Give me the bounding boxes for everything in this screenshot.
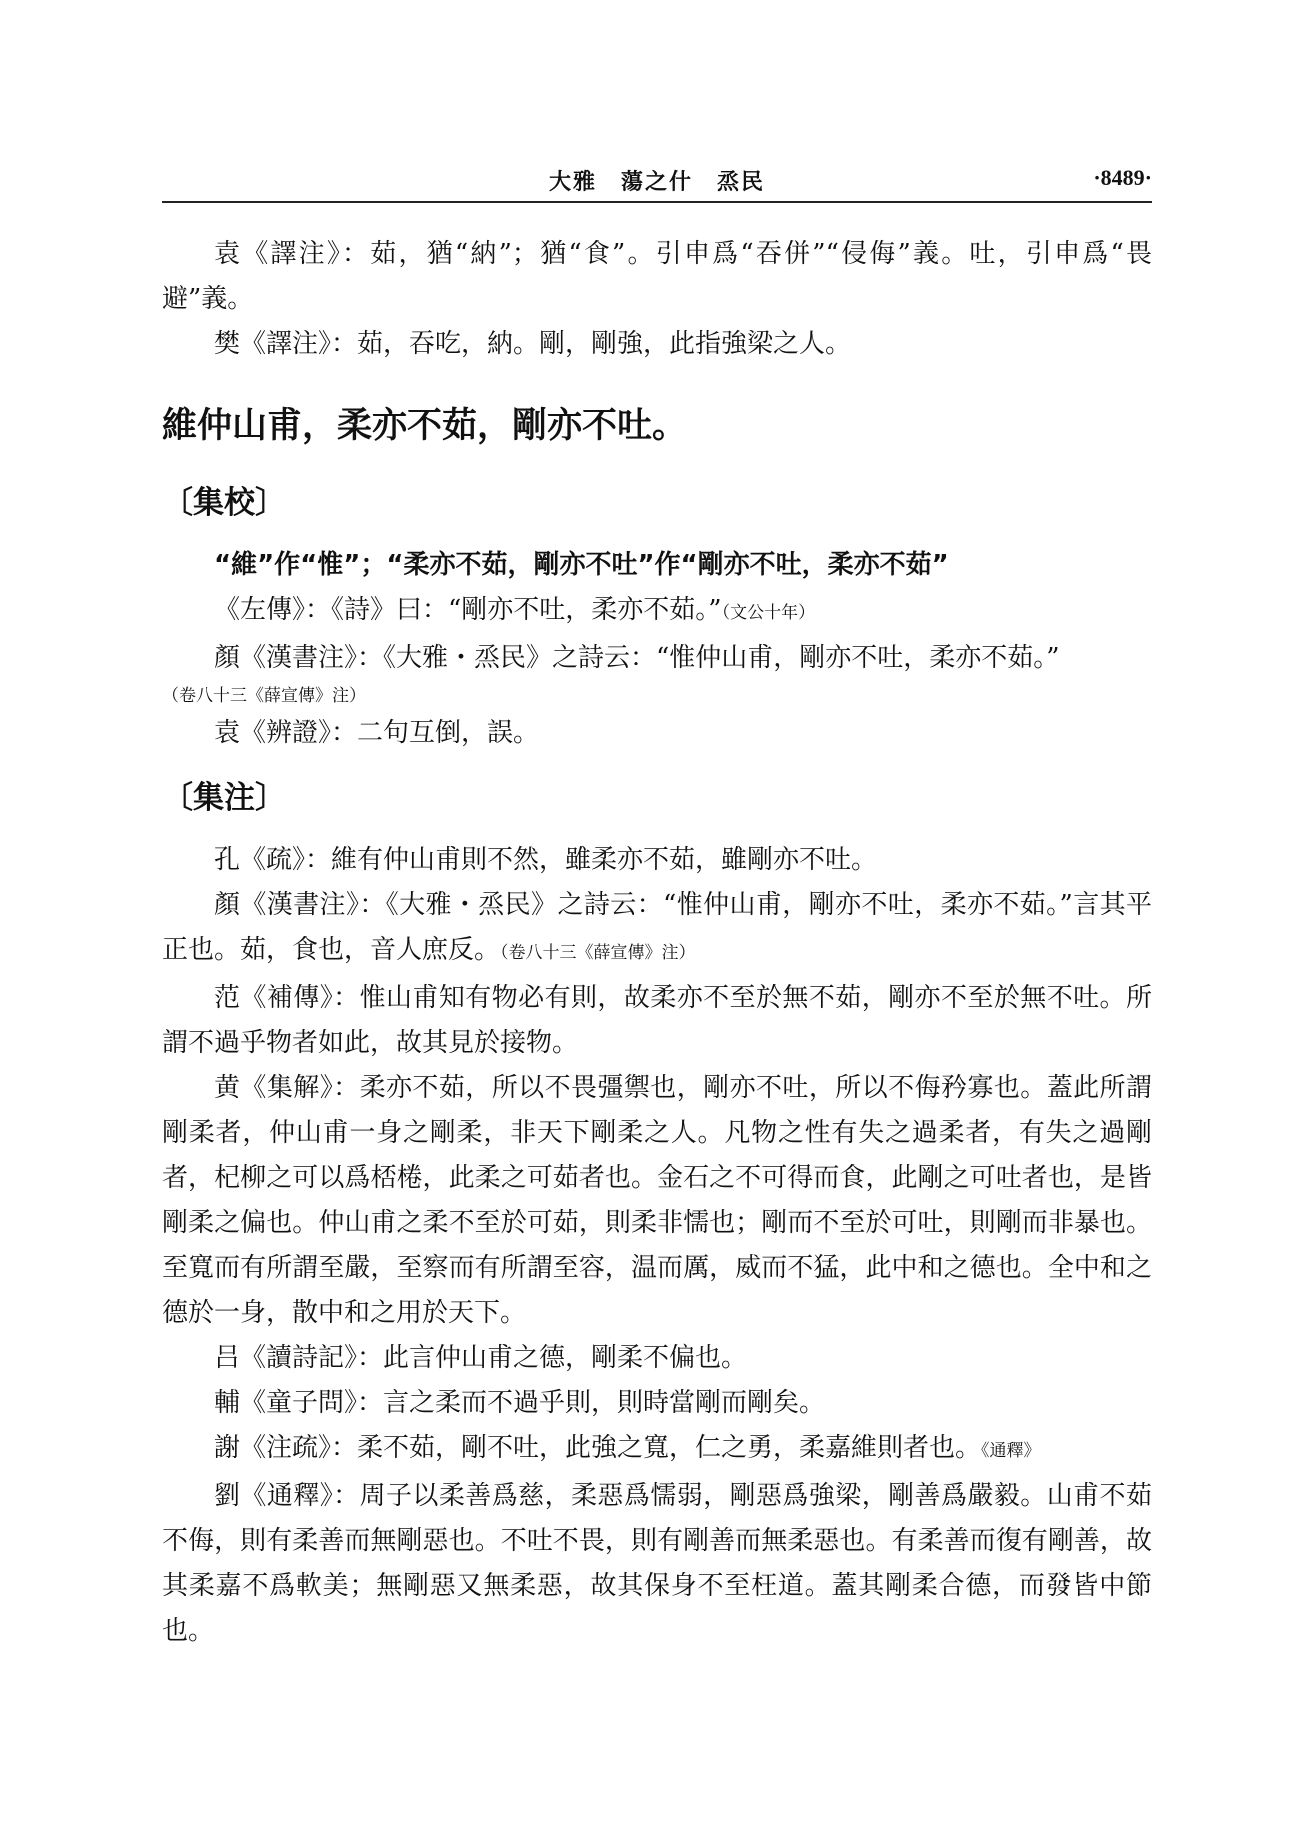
jizhu-yan-note: （卷八十三《薛宣傳》注）: [500, 943, 696, 963]
jijiao-yuan: 袁《辨證》：二句互倒，誤。: [214, 718, 540, 748]
note-fan-yizhu: 樊《譯注》：茹，吞吃，納。剛，剛強，此指強梁之人。: [214, 329, 852, 359]
jijiao-zuozhuan-text: 《左傳》：《詩》曰：“剛亦不吐，柔亦不茹。”: [214, 595, 722, 625]
note-yuan-yizhu: 袁《譯注》：茹，猶“納”；猶“食”。引申爲“吞併”“侵侮”義。吐，引申爲“畏避”義。: [162, 239, 1152, 314]
jizhu-heading: 〔集注〕: [162, 780, 286, 816]
jizhu-huang: 黄《集解》：柔亦不茹，所以不畏彊禦也，剛亦不吐，所以不侮矜寡也。蓋此所謂剛柔者，仲山甫一身之剛柔，非天下剛柔之人。凡物之性有失之過柔者，有失之過剛者，杞柳之可以爲桮棬，此柔之可茹者也。金石之不可得而食，此剛之可吐者也，是皆剛柔之偏也。仲山甫之柔不至於可茹，則柔非懦也；剛而不至於可吐，則剛而非暴也。至寬而有所謂至嚴，至察而有所謂至容，温而厲，威而不猛，此中和之德也。全中和之德於一身，散中和之用於天下。: [162, 1073, 1152, 1328]
jijiao-zuozhuan-note: （文公十年）: [721, 603, 816, 623]
jizhu-fu: 輔《童子問》：言之柔而不過乎則，則時當剛而剛矣。: [214, 1388, 826, 1418]
body-text: [162, 232, 1152, 1654]
jizhu-yan: [162, 883, 1152, 976]
jizhu-xie-note: 《通釋》: [981, 1441, 1041, 1461]
jijiao-zuozhuan: [162, 588, 1152, 636]
jijiao-heading: 〔集校〕: [162, 485, 286, 521]
jizhu-lu: 吕《讀詩記》：此言仲山甫之德，剛柔不偏也。: [214, 1343, 748, 1373]
running-head: [162, 155, 1152, 203]
jizhu-liu: 劉《通釋》：周子以柔善爲慈，柔惡爲懦弱，剛惡爲強梁，剛善爲嚴毅。山甫不茹不侮，則有柔善而無剛惡也。不吐不畏，則有剛善而無柔惡也。有柔善而復有剛善，故其柔嘉不爲軟美；無剛惡又無柔惡，故其保身不至枉道。蓋其剛柔合德，而發皆中節也。: [162, 1481, 1152, 1646]
jizhu-fan: 范《補傳》：惟山甫知有物必有則，故柔亦不至於無不茹，剛亦不至於無不吐。所謂不過乎物者如此，故其見於接物。: [162, 983, 1152, 1058]
jizhu-kong: 孔《疏》：維有仲山甫則不然，雖柔亦不茹，雖剛亦不吐。: [214, 845, 878, 875]
header-rule: [162, 201, 1152, 203]
jijiao-yan: 顏《漢書注》：《大雅・烝民》之詩云：“惟仲山甫，剛亦不吐，柔亦不茹。”: [214, 643, 1060, 673]
jizhu-xie: [162, 1426, 1152, 1474]
jijiao-yan-note: （卷八十三《薛宣傳》注）: [162, 686, 366, 706]
jizhu-xie-text: 謝《注疏》：柔不茹，剛不吐，此強之寬，仁之勇，柔嘉維則者也。: [214, 1433, 982, 1463]
running-title: 大雅 蕩之什 烝民: [548, 169, 765, 195]
variant-heading: “維”作“惟”；“柔亦不茹，剛亦不吐”作“剛亦不吐，柔亦不茹”: [214, 550, 949, 580]
verse-line: 維仲山甫，柔亦不茹，剛亦不吐。: [162, 406, 688, 446]
page-number: ·8489·: [1093, 165, 1152, 190]
jizhu-yan-text: 顏《漢書注》：《大雅・烝民》之詩云：“惟仲山甫，剛亦不吐，柔亦不茹。”言其平正也。茹，食也，音人庶反。: [162, 890, 1152, 965]
